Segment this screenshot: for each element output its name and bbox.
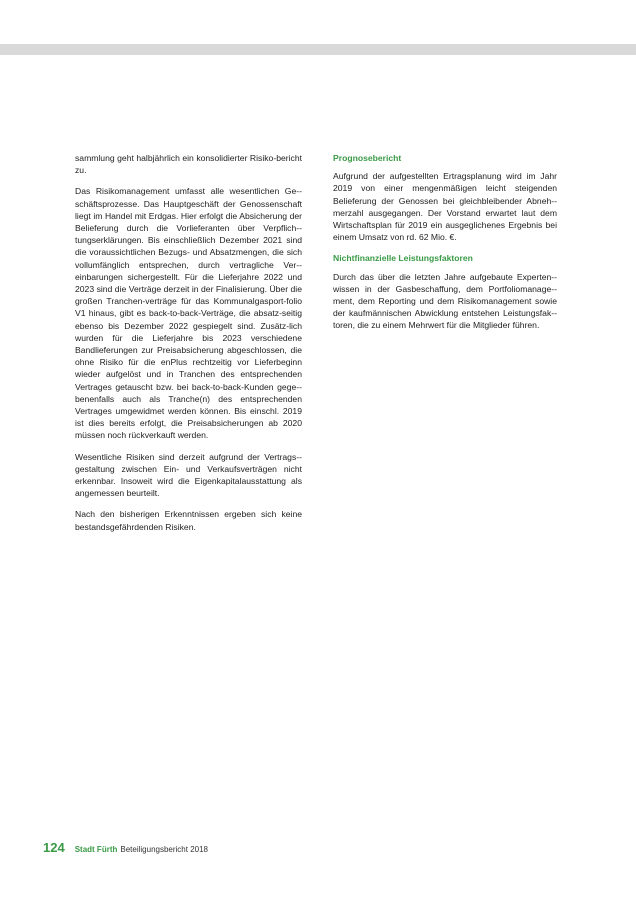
paragraph-no-threat: Nach den bisherigen Erkenntnissen ergeben sich keine bestandsgefährdenden Risiken. [75, 509, 302, 532]
page-number: 124 [43, 840, 65, 855]
paragraph-leistungsfaktoren: Durch das über die letzten Jahre aufgebaute Experten-wissen in der Gasbeschaffung, dem Portfoliomanage-ment, dem Reporting und dem Risikomanagement sowie der kaufmännischen Abwicklung entstehen Leistungsfak-toren, die zu einem Mehrwert für die Mitglieder führen. [333, 271, 557, 331]
paragraph-prognose: Aufgrund der aufgestellten Ertragsplanung wird im Jahr 2019 von einer mengenmäßigen leicht steigenden Belieferung der Genossen bei gleichbleibender Abneh-merzahl ausgegangen. Der Vorstand erwartet laut dem Wirtschaftsplan für 2019 ein ausgeglichenes Ergebnis bei einem Umsatz von rd. 62 Mio. €. [333, 171, 557, 243]
paragraph-risk-management: Das Risikomanagement umfasst alle wesentlichen Ge-schäftsprozesse. Das Hauptgeschäft der Genossenschaft liegt im Handel mit Erdgas. Hier erfolgt die Absicherung der Belieferung durch die Vorlieferanten über Verpflich-tungserklärungen. Bis einschließlich Dezember 2021 sind die voraussichtlichen Bezugs- und Absatzmengen, die sich vollumfänglich entsprechen, durch vertragliche Ver-einbarungen sichergestellt. Für die Lieferjahre 2022 und 2023 sind die Verträge derzeit in der Finalisierung. Über die großen Tranchen-verträge für das Kommunalgasport-folio V1 hinaus, gibt es back-to-back-Verträge, die absatz-seitig ebenso bis Dezember 2022 gespiegelt sind. Zusätz-lich wurden für die Lieferjahre bis 2023 verschiedene Bandlieferungen zur Preisabsicherung abgeschlossen, die ohne Risiko für die enPlus rechtzeitig vor Lieferbeginn wieder aufgelöst und in Tranchen des entsprechenden Vertrages getauscht bzw. bei back-to-back-Kunden gege-benenfalls auch als Tranche(n) des entsprechenden Vertrages umgewidmet werden können. Bis einschl. 2019 ist dies bereits erfolgt, die Preisabsicherungen ab 2020 müssen noch rückverkauft werden. [75, 186, 302, 441]
right-column [333, 152, 557, 341]
paragraph-risk-report: sammlung geht halbjährlich ein konsolidierter Risiko-bericht zu. [75, 153, 302, 176]
left-column [75, 152, 302, 542]
heading-leistungsfaktoren: Nichtfinanzielle Leistungsfaktoren [333, 253, 473, 264]
footer-brand: Stadt Fürth [74, 845, 118, 854]
heading-prognosebericht: Prognosebericht [333, 153, 402, 163]
header-bar [0, 44, 636, 55]
paragraph-material-risks: Wesentliche Risiken sind derzeit aufgrund der Vertrags-gestaltung zwischen Ein- und Verkaufsverträgen nicht erkennbar. Insoweit wird die Eigenkapitalausstattung als angemessen beurteilt. [75, 451, 302, 499]
page-footer [43, 840, 208, 855]
footer-report-title: Beteiligungsbericht 2018 [120, 845, 208, 854]
